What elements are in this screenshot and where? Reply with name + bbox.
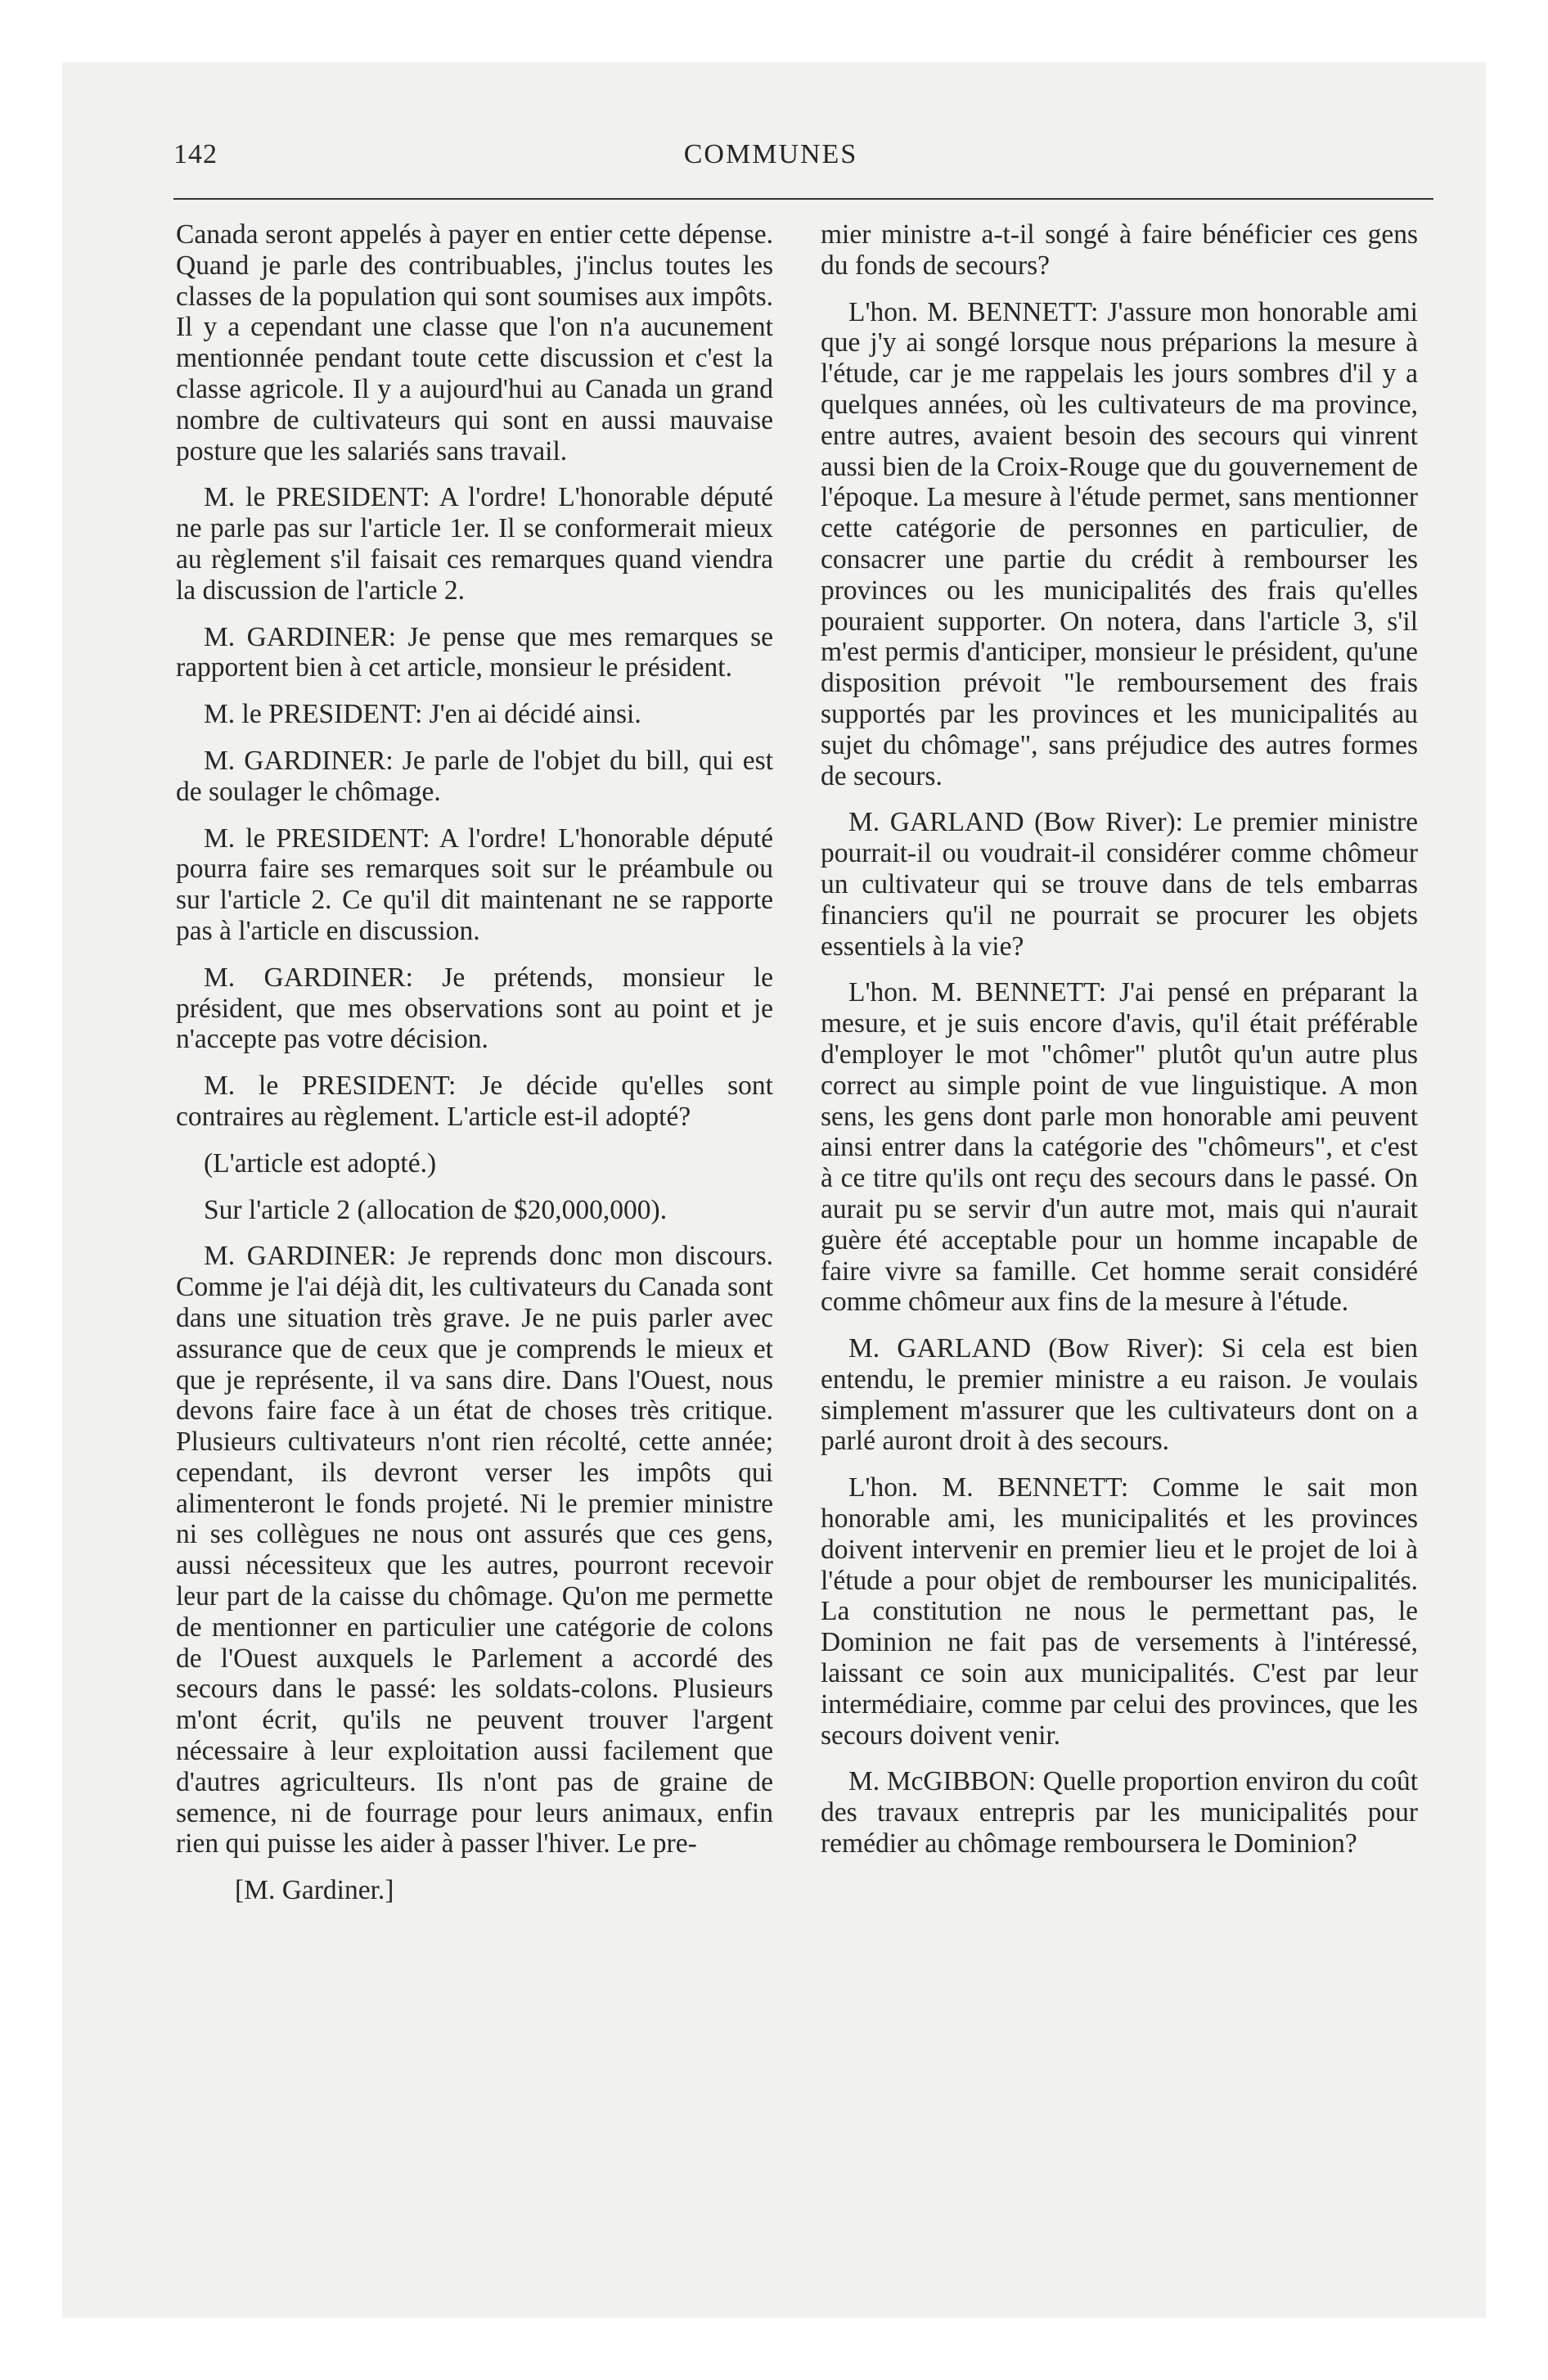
left-column — [176, 219, 773, 1922]
paragraph: M. le PRESIDENT: A l'ordre! L'honorable député ne parle pas sur l'article 1er. Il se conformerait mieux au règlement s'il faisait ces remarques quand viendra la discussion de l'article 2. — [176, 482, 773, 606]
paragraph: Sur l'article 2 (allocation de $20,000,000). — [204, 1194, 668, 1225]
paragraph: M. GARDINER: Je pense que mes remarques se rapportent bien à cet article, monsieur le président. — [176, 621, 773, 683]
paragraph: M. GARLAND (Bow River): Le premier ministre pourrait-il ou voudrait-il considérer comme chômeur un cultivateur qui se trouve dans de tels embarras financiers qu'il ne pourrait se procurer les objets essentiels à la vie? — [821, 807, 1418, 962]
running-head: COMMUNES — [683, 139, 858, 169]
page-number: 142 — [173, 139, 218, 169]
paragraph: M. GARDINER: Je reprends donc mon discours. Comme je l'ai déjà dit, les cultivateurs du Canada sont dans une situation très grave. Je ne puis parler avec assurance que de ceux que je comprends le mieux et que je représente, il va sans dire. Dans l'Ouest, nous devons faire face à un état de choses très critique. Plusieurs cultivateurs n'ont rien récolté, cette année; cependant, ils devront verser les impôts qui alimenteront le fonds projeté. Ni le premier ministre ni ses collègues ne nous ont assurés que ces gens, aussi nécessiteux que les autres, pourront recevoir leur part de la caisse du chômage. Qu'on me permette de mentionner en particulier une catégorie de colons de l'Ouest auxquels le Parlement a accordé des secours dans le passé: les soldats-colons. Plusieurs m'ont écrit, qu'ils ne peuvent trouver l'argent nécessaire à leur exploitation aussi facilement que d'autres agriculteurs. Ils n'ont pas de graine de semence, ni de fourrage pour leurs animaux, enfin rien qui puisse les aider à passer l'hiver. Le pre- — [176, 1241, 773, 1859]
paragraph: L'hon. M. BENNETT: J'assure mon honorable ami que j'y ai songé lorsque nous préparions la mesure à l'étude, car je me rappelais les jours sombres d'il y a quelques années, où les cultivateurs de ma province, entre autres, avaient besoin des secours qui vinrent aussi bien de la Croix-Rouge que du gouvernement de l'époque. La mesure à l'étude permet, sans mentionner cette catégorie de personnes en particulier, de consacrer une partie du crédit à rembourser les provinces ou les municipalités des frais qu'elles pouraient supporter. On notera, dans l'article 3, s'il m'est permis d'anticiper, monsieur le président, qu'une disposition prévoit "le remboursement des frais supportés par les provinces et les municipalités au sujet du chômage", sans préjudice des autres formes de secours. — [821, 296, 1418, 791]
paragraph: (L'article est adopté.) — [204, 1147, 437, 1179]
right-column — [821, 219, 1418, 1875]
paragraph: M. McGIBBON: Quelle proportion environ du coût des travaux entrepris par les municipalités pour remédier au chômage remboursera le Dominion? — [821, 1766, 1418, 1859]
page-header — [108, 137, 1433, 178]
speaker-signature: [M. Gardiner.] — [235, 1875, 394, 1906]
paragraph: M. le PRESIDENT: Je décide qu'elles sont contraires au règlement. L'article est-il adopté? — [176, 1071, 773, 1132]
header-rule — [173, 198, 1433, 200]
paragraph: M. le PRESIDENT: A l'ordre! L'honorable député pourra faire ses remarques soit sur le préambule ou sur l'article 2. Ce qu'il dit maintenant ne se rapporte pas à l'article en discussion. — [176, 823, 773, 946]
paragraph: L'hon. M. BENNETT: Comme le sait mon honorable ami, les municipalités et les provinces doivent intervenir en premier lieu et le projet de loi à l'étude a pour objet de rembourser les municipalités. La constitution ne nous le permettant pas, le Dominion ne fait pas de versements à l'intéressé, laissant ce soin aux municipalités. C'est par leur intermédiaire, comme par celui des provinces, que les secours doivent venir. — [821, 1472, 1418, 1751]
paragraph: L'hon. M. BENNETT: J'ai pensé en préparant la mesure, et je suis encore d'avis, qu'il était préférable d'employer le mot "chômer" plutôt qu'un autre plus correct au simple point de vue linguistique. A mon sens, les gens dont parle mon honorable ami peuvent ainsi entrer dans la catégorie des "chômeurs", et c'est à ce titre qu'ils ont reçu des secours dans le passé. On aurait pu se servir d'un autre mot, mais qui n'aurait guère été acceptable pour un homme incapable de faire vivre sa famille. Cet homme serait considéré comme chômeur aux fins de la mesure à l'étude. — [821, 977, 1418, 1318]
paragraph: Canada seront appelés à payer en entier cette dépense. Quand je parle des contribuables, j'inclus toutes les classes de la population qui sont soumises aux impôts. Il y a cependant une classe que l'on n'a aucunement mentionnée pendant toute cette discussion et c'est la classe agricole. Il y a aujourd'hui au Canada un grand nombre de cultivateurs qui sont en aussi mauvaise posture que les salariés sans travail. — [176, 219, 773, 467]
paragraph: M. le PRESIDENT: J'en ai décidé ainsi. — [204, 699, 641, 730]
paragraph: M. GARLAND (Bow River): Si cela est bien entendu, le premier ministre a eu raison. Je voulais simplement m'assurer que les cultivateurs dont on a parlé auront droit à des secours. — [821, 1333, 1418, 1457]
paragraph: mier ministre a-t-il songé à faire bénéficier ces gens du fonds de secours? — [821, 219, 1418, 281]
paragraph: M. GARDINER: Je parle de l'objet du bill, qui est de soulager le chômage. — [176, 745, 773, 807]
paragraph: M. GARDINER: Je prétends, monsieur le président, que mes observations sont au point et je n'accepte pas votre décision. — [176, 962, 773, 1055]
